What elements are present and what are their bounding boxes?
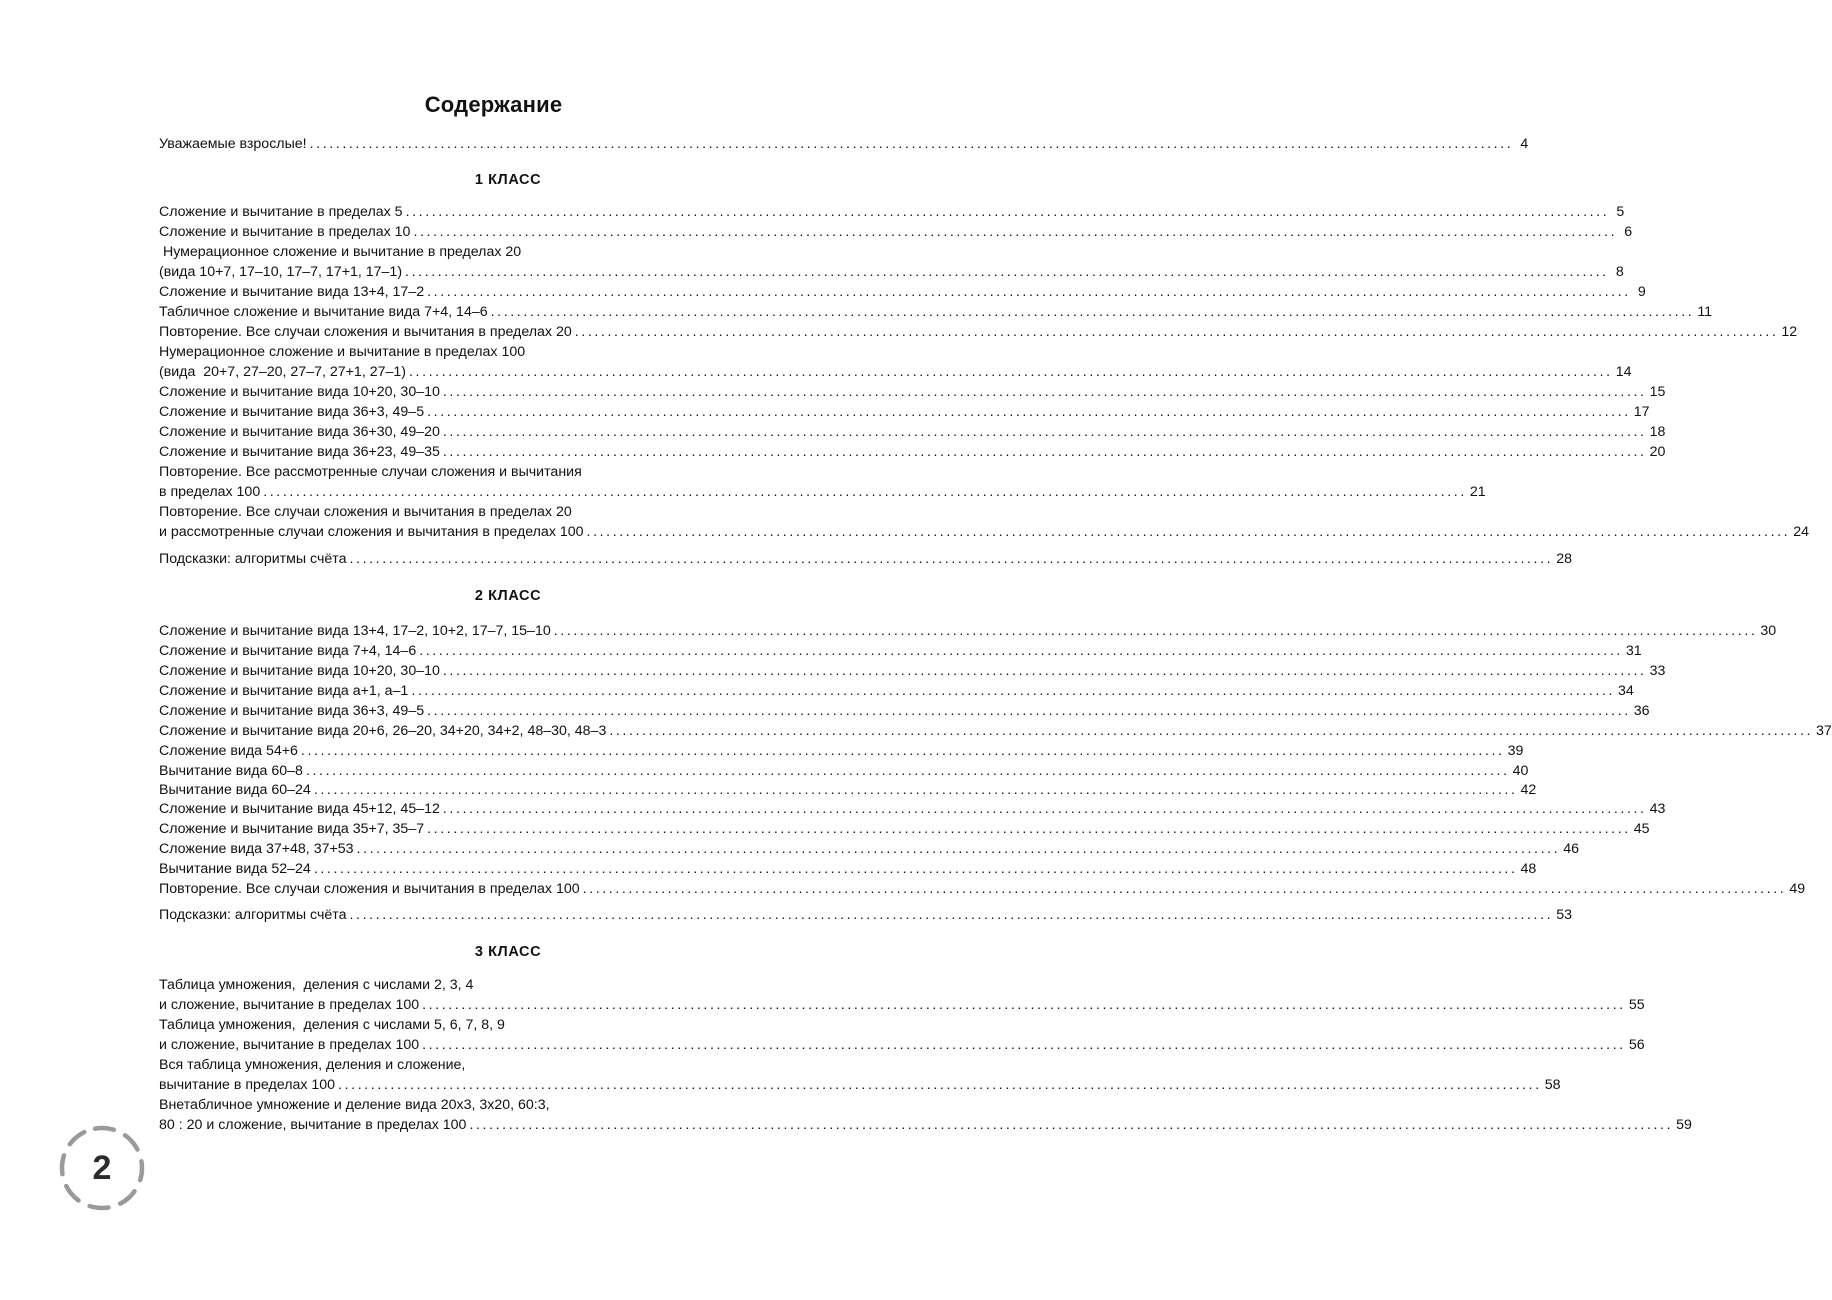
toc-entry-text: Сложение и вычитание вида 7+4, 14–6	[159, 643, 417, 659]
toc-entry-text: Нумерационное сложение и вычитание в пределах 20	[159, 244, 522, 260]
toc-entry-page: 58	[1544, 1077, 1561, 1093]
toc-entry[interactable]	[159, 859, 1537, 879]
toc-entry-line1	[159, 1095, 856, 1115]
toc-entry-text: (вида 10+7, 17–10, 17–7, 17+1, 17–1)	[159, 264, 403, 280]
toc-entry-page: 33	[1649, 663, 1666, 679]
section-heading-2: 2 КЛАСС	[474, 588, 542, 604]
dot-leader: ........................................................................................................................................................................................	[313, 782, 1518, 798]
toc-entry-page: 45	[1633, 821, 1650, 837]
toc-entry[interactable]	[159, 780, 1537, 800]
toc-entry-page: 14	[1615, 364, 1632, 380]
toc-entry-page: 12	[1781, 324, 1798, 340]
dot-leader: ........................................................................................................................................................................................	[442, 444, 1647, 460]
page-number: 2	[92, 1149, 112, 1187]
toc-entry-text: Сложение и вычитание вида 20+6, 26–20, 34+20, 34+2, 48–30, 48–3	[159, 723, 607, 739]
toc-entry-text: Уважаемые взрослые!	[159, 136, 307, 152]
toc-entry-text: Вычитание вида 52–24	[159, 861, 311, 877]
toc-entry-page: 56	[1628, 1037, 1645, 1053]
toc-entry-line1	[159, 502, 856, 522]
page-title: Содержание	[424, 92, 563, 117]
dot-leader: ........................................................................................................................................................................................	[442, 801, 1647, 817]
toc-entry-text: и сложение, вычитание в пределах 100	[159, 1037, 420, 1053]
dot-leader: ........................................................................................................................................................................................	[442, 384, 1647, 400]
toc-entry-text: вычитание в пределах 100	[159, 1077, 336, 1093]
toc-entry-text: Сложение и вычитание вида 10+20, 30–10	[159, 384, 440, 400]
toc-entry-text: Вся таблица умножения, деления и сложение,	[159, 1057, 466, 1073]
toc-entry-line1	[159, 462, 856, 482]
dot-leader: ........................................................................................................................................................................................	[586, 524, 1791, 540]
toc-entry[interactable]	[159, 799, 1666, 819]
toc-entry[interactable]	[159, 1035, 1645, 1055]
dot-leader: ........................................................................................................................................................................................	[309, 136, 1514, 152]
dot-leader: ........................................................................................................................................................................................	[422, 997, 1626, 1013]
toc-entry[interactable]	[159, 839, 1580, 859]
dot-leader: ........................................................................................................................................................................................	[427, 284, 1631, 300]
toc-entry-page: 28	[1556, 551, 1572, 567]
toc-entry-hints[interactable]	[159, 549, 1572, 569]
dot-leader: ........................................................................................................................................................................................	[411, 683, 1616, 699]
toc-entry-page: 31	[1625, 643, 1642, 659]
toc-entry[interactable]	[159, 382, 1666, 402]
toc-entry-line1	[159, 1055, 856, 1075]
dot-leader: ........................................................................................................................................................................................	[574, 324, 1779, 340]
toc-entry-line1	[159, 975, 856, 995]
dot-leader: ........................................................................................................................................................................................	[427, 703, 1631, 719]
toc-entry[interactable]	[159, 262, 1624, 282]
toc-entry-page: 55	[1628, 997, 1645, 1013]
toc-entry-text: Сложение и вычитание вида 13+4, 17–2	[159, 284, 425, 300]
toc-entry-line1	[159, 342, 856, 362]
dot-leader: ........................................................................................................................................................................................	[419, 643, 1623, 659]
toc-entry[interactable]	[159, 362, 1632, 382]
dot-leader: ........................................................................................................................................................................................	[609, 723, 1814, 739]
toc-entry[interactable]	[159, 879, 1806, 899]
toc-entry-text: Сложение и вычитание вида a+1, a–1	[159, 683, 409, 699]
dot-leader: ........................................................................................................................................................................................	[349, 907, 1554, 923]
dot-leader: ........................................................................................................................................................................................	[338, 1077, 1542, 1093]
page-number-badge	[58, 1124, 146, 1212]
toc-entry-text: Подсказки: алгоритмы счёта	[159, 551, 347, 567]
toc-entry-text: Вычитание вида 60–8	[159, 763, 303, 779]
dot-leader: ........................................................................................................................................................................................	[405, 204, 1610, 220]
toc-entry[interactable]	[159, 422, 1666, 442]
toc-entry-page: 53	[1556, 907, 1572, 923]
toc-entry-page: 4	[1520, 136, 1529, 152]
toc-entry[interactable]	[159, 482, 1486, 502]
toc-entry-text: в пределах 100	[159, 484, 261, 500]
toc-entry[interactable]	[159, 741, 1524, 761]
toc-entry-text: Повторение. Все рассмотренные случаи сложения и вычитания	[159, 464, 582, 480]
dot-leader: ........................................................................................................................................................................................	[263, 484, 1467, 500]
dot-leader: ........................................................................................................................................................................................	[427, 821, 1631, 837]
toc-entry-page: 34	[1618, 683, 1634, 699]
toc-entry-page: 48	[1520, 861, 1537, 877]
dot-leader: ........................................................................................................................................................................................	[313, 861, 1518, 877]
toc-entry[interactable]	[159, 402, 1650, 422]
toc-entry-page: 49	[1789, 881, 1806, 897]
toc-entry-text: Сложение и вычитание вида 45+12, 45–12	[159, 801, 440, 817]
toc-entry-text: Сложение и вычитание вида 36+3, 49–5	[159, 703, 425, 719]
toc-entry-text: Сложение и вычитание вида 36+3, 49–5	[159, 404, 425, 420]
toc-entry-text: и сложение, вычитание в пределах 100	[159, 997, 420, 1013]
toc-entry[interactable]	[159, 1115, 1692, 1135]
toc-entry-text: Таблица умножения, деления с числами 5, 6, 7, 8, 9	[159, 1017, 505, 1033]
section-heading-1: 1 КЛАСС	[474, 172, 542, 188]
dot-leader: ........................................................................................................................................................................................	[356, 841, 1561, 857]
toc-entry-line1	[159, 242, 856, 262]
toc-entry[interactable]	[159, 701, 1650, 721]
toc-entry[interactable]	[159, 282, 1646, 302]
toc-entry-text: Сложение и вычитание вида 36+23, 49–35	[159, 444, 440, 460]
toc-entry-text: Повторение. Все случаи сложения и вычитания в пределах 20	[159, 324, 572, 340]
dot-leader: ........................................................................................................................................................................................	[300, 743, 1505, 759]
dot-leader: ........................................................................................................................................................................................	[490, 304, 1695, 320]
dot-leader: ........................................................................................................................................................................................	[469, 1117, 1674, 1133]
toc-entry[interactable]	[159, 322, 1798, 342]
toc-entry[interactable]	[159, 202, 1625, 222]
toc-entry-page: 8	[1615, 264, 1624, 280]
toc-entry-text: Таблица умножения, деления с числами 2, 3, 4	[159, 977, 474, 993]
section-heading-3: 3 КЛАСС	[474, 944, 542, 960]
toc-entry-intro[interactable]	[159, 134, 1529, 154]
toc-entry-page: 9	[1637, 284, 1646, 300]
toc-entry-text: Подсказки: алгоритмы счёта	[159, 907, 347, 923]
toc-entry-hints[interactable]	[159, 905, 1572, 925]
toc-entry-page: 5	[1616, 204, 1625, 220]
toc-entry[interactable]	[159, 761, 1529, 781]
toc-entry-text: (вида 20+7, 27–20, 27–7, 27+1, 27–1)	[159, 364, 406, 380]
toc-entry-page: 37	[1816, 723, 1832, 739]
dot-leader: ........................................................................................................................................................................................	[405, 264, 1609, 280]
toc-entry[interactable]	[159, 522, 1809, 542]
dot-leader: ........................................................................................................................................................................................	[582, 881, 1787, 897]
toc-entry-page: 40	[1512, 763, 1529, 779]
toc-entry-text: Повторение. Все случаи сложения и вычитания в пределах 100	[159, 881, 580, 897]
toc-entry-text: Внетабличное умножение и деление вида 20x3, 3x20, 60:3,	[159, 1097, 550, 1113]
toc-entry[interactable]	[159, 222, 1633, 242]
toc-entry-page: 36	[1633, 703, 1650, 719]
dot-leader: ........................................................................................................................................................................................	[427, 404, 1631, 420]
toc-entry-page: 30	[1760, 623, 1777, 639]
dot-leader: ........................................................................................................................................................................................	[349, 551, 1554, 567]
toc-entry-text: Повторение. Все случаи сложения и вычитания в пределах 20	[159, 504, 572, 520]
toc-entry-page: 42	[1520, 782, 1537, 798]
toc-entry-text: Сложение и вычитание вида 10+20, 30–10	[159, 663, 440, 679]
toc-entry[interactable]	[159, 442, 1666, 462]
toc-entry[interactable]	[159, 819, 1650, 839]
dot-leader: ........................................................................................................................................................................................	[409, 364, 1613, 380]
toc-entry-text: и рассмотренные случаи сложения и вычитания в пределах 100	[159, 524, 584, 540]
toc-entry-page: 15	[1649, 384, 1666, 400]
toc-entry[interactable]	[159, 661, 1666, 681]
toc-entry-page: 6	[1624, 224, 1633, 240]
dot-leader: ........................................................................................................................................................................................	[422, 1037, 1626, 1053]
toc-entry-page: 17	[1633, 404, 1650, 420]
dot-leader: ........................................................................................................................................................................................	[413, 224, 1618, 240]
dot-leader: ........................................................................................................................................................................................	[305, 763, 1510, 779]
dot-leader: ........................................................................................................................................................................................	[442, 663, 1647, 679]
toc-entry-text: 80 : 20 и сложение, вычитание в пределах 100	[159, 1117, 467, 1133]
toc-entry-page: 43	[1649, 801, 1666, 817]
toc-entry-page: 18	[1649, 424, 1666, 440]
toc-entry[interactable]	[159, 995, 1645, 1015]
toc-entry-page: 11	[1697, 304, 1713, 320]
toc-entry-page: 24	[1793, 524, 1809, 540]
dot-leader: ........................................................................................................................................................................................	[553, 623, 1758, 639]
toc-entry-text: Сложение и вычитание вида 35+7, 35–7	[159, 821, 425, 837]
dot-leader: ........................................................................................................................................................................................	[442, 424, 1647, 440]
toc-entry-text: Сложение вида 37+48, 37+53	[159, 841, 354, 857]
toc-entry-page: 20	[1649, 444, 1666, 460]
toc-entry-page: 21	[1469, 484, 1486, 500]
toc-entry-text: Сложение вида 54+6	[159, 743, 298, 759]
toc-entry-text: Сложение и вычитание в пределах 5	[159, 204, 403, 220]
toc-entry[interactable]	[159, 721, 1832, 741]
toc-entry-text: Табличное сложение и вычитание вида 7+4, 14–6	[159, 304, 488, 320]
toc-entry-text: Сложение и вычитание вида 13+4, 17–2, 10+2, 17–7, 15–10	[159, 623, 551, 639]
toc-entry-text: Сложение и вычитание в пределах 10	[159, 224, 411, 240]
toc-entry-line1	[159, 1015, 856, 1035]
toc-entry-text: Сложение и вычитание вида 36+30, 49–20	[159, 424, 440, 440]
toc-entry[interactable]	[159, 681, 1634, 701]
toc-entry[interactable]	[159, 641, 1642, 661]
toc-entry[interactable]	[159, 1075, 1561, 1095]
toc-entry-page: 59	[1676, 1117, 1692, 1133]
toc-entry[interactable]	[159, 621, 1777, 641]
toc-entry-page: 39	[1507, 743, 1524, 759]
toc-entry-text: Нумерационное сложение и вычитание в пределах 100	[159, 344, 526, 360]
toc-entry-text: Вычитание вида 60–24	[159, 782, 311, 798]
toc-entry[interactable]	[159, 302, 1713, 322]
toc-entry-page: 46	[1563, 841, 1580, 857]
